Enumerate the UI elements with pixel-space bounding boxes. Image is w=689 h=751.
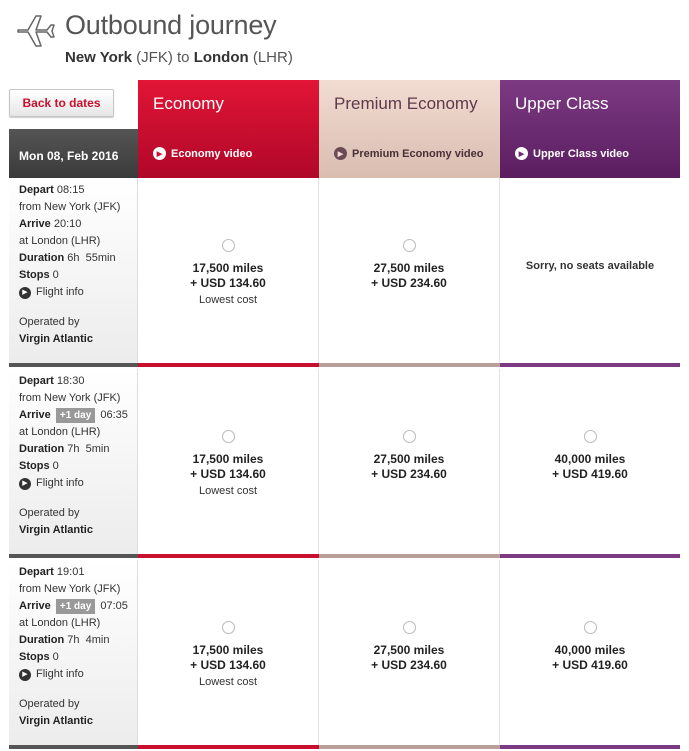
premium-economy-video-link[interactable] (334, 147, 483, 160)
stops-value: 0 (52, 269, 59, 281)
row-divider (9, 745, 138, 749)
economy-divider (138, 745, 319, 749)
page-header (0, 0, 689, 80)
fare-cell-upper-class[interactable] (500, 560, 680, 745)
fare-miles: 17,500 miles (192, 643, 264, 657)
cabin-name-economy: Economy (153, 94, 224, 113)
arrive-label: Arrive (19, 409, 51, 421)
origin-city: New York (65, 49, 132, 66)
play-icon: ▶ (334, 147, 347, 160)
route-subtitle (65, 49, 293, 66)
fare-miles: 27,500 miles (373, 261, 445, 275)
play-icon: ▶ (515, 147, 528, 160)
duration-value: 6h 55min (67, 252, 116, 264)
fare-radio[interactable] (403, 621, 416, 634)
fare-usd: + USD 134.60 (190, 467, 266, 481)
fare-cell-premium-economy[interactable] (319, 560, 500, 745)
flight-details (9, 178, 138, 363)
upper-class-video-label: Upper Class video (533, 147, 629, 160)
operated-by-label: Operated by (19, 507, 80, 519)
duration-label: Duration (19, 443, 65, 455)
fare-radio[interactable] (222, 430, 235, 443)
flight-row (9, 178, 680, 369)
operator-name: Virgin Atlantic (19, 524, 93, 536)
depart-label: Depart (19, 566, 54, 578)
chevron-right-icon: ▶ (19, 287, 31, 299)
fare-radio[interactable] (403, 239, 416, 252)
fare-cell-economy[interactable] (138, 560, 319, 745)
fare-miles: 40,000 miles (554, 452, 626, 466)
fare-usd: + USD 234.60 (371, 276, 447, 290)
duration-value: 7h 5min (67, 443, 110, 455)
economy-divider (138, 554, 319, 558)
depart-from: from New York (JFK) (19, 583, 121, 595)
fare-radio[interactable] (222, 621, 235, 634)
operator-name: Virgin Atlantic (19, 715, 93, 727)
premium-economy-video-label: Premium Economy video (352, 147, 484, 160)
fare-radio[interactable] (584, 621, 597, 634)
fare-miles: 17,500 miles (192, 261, 264, 275)
depart-label: Depart (19, 184, 54, 196)
flight-info-link[interactable] (19, 666, 137, 683)
depart-label: Depart (19, 375, 54, 387)
destination-city: London (193, 49, 249, 66)
flight-info-label: Flight info (36, 286, 84, 298)
flight-info-label: Flight info (36, 477, 84, 489)
arrive-time: 06:35 (100, 409, 128, 421)
fare-cell-economy[interactable] (138, 369, 319, 554)
upper-class-divider (500, 745, 680, 749)
stops-value: 0 (52, 460, 59, 472)
fare-usd: + USD 419.60 (552, 467, 628, 481)
arrive-at: at London (LHR) (19, 235, 101, 247)
flight-row (9, 560, 680, 751)
selected-date: Mon 08, Feb 2016 (9, 129, 138, 178)
stops-label: Stops (19, 269, 50, 281)
plus-one-day-badge: +1 day (56, 408, 95, 423)
arrive-label: Arrive (19, 218, 51, 230)
lowest-cost-label: Lowest cost (198, 485, 258, 497)
cabin-name-premium-economy: Premium Economy (334, 94, 478, 113)
fare-usd: + USD 134.60 (190, 276, 266, 290)
lowest-cost-label: Lowest cost (198, 676, 258, 688)
fare-radio[interactable] (584, 430, 597, 443)
cabin-header-economy (138, 80, 319, 178)
fare-radio[interactable] (403, 430, 416, 443)
flight-info-link[interactable] (19, 284, 137, 301)
upper-class-divider (500, 554, 680, 558)
arrive-time: 07:05 (100, 600, 128, 612)
depart-from: from New York (JFK) (19, 201, 121, 213)
page-title: Outbound journey (65, 10, 277, 40)
play-icon: ▶ (153, 147, 166, 160)
fare-cell-upper-class[interactable] (500, 369, 680, 554)
upper-class-video-link[interactable] (515, 147, 629, 160)
fare-miles: 27,500 miles (373, 452, 445, 466)
stops-label: Stops (19, 460, 50, 472)
row-divider (9, 554, 138, 558)
cabin-name-upper-class: Upper Class (515, 94, 609, 113)
origin-code: (JFK) (136, 49, 173, 66)
fare-miles: 17,500 miles (192, 452, 264, 466)
arrive-at: at London (LHR) (19, 426, 101, 438)
operated-by-label: Operated by (19, 698, 80, 710)
cabin-header-upper-class (500, 80, 680, 178)
fare-cell-premium-economy[interactable] (319, 369, 500, 554)
depart-time: 19:01 (56, 566, 85, 578)
back-to-dates-button[interactable]: Back to dates (9, 89, 114, 117)
fare-usd: + USD 234.60 (371, 467, 447, 481)
stops-value: 0 (52, 651, 59, 663)
flight-row (9, 369, 680, 560)
fare-miles: 27,500 miles (373, 643, 445, 657)
chevron-right-icon: ▶ (19, 669, 31, 681)
flight-details (9, 369, 138, 554)
arrive-at: at London (LHR) (19, 617, 101, 629)
cabin-header-premium-economy (319, 80, 500, 178)
flight-info-link[interactable] (19, 475, 137, 492)
flight-info-label: Flight info (36, 668, 84, 680)
economy-divider (138, 363, 319, 367)
operated-by-label: Operated by (19, 316, 80, 328)
premium-economy-divider (319, 363, 500, 367)
depart-time: 18:30 (56, 375, 85, 387)
upper-class-divider (500, 363, 680, 367)
depart-from: from New York (JFK) (19, 392, 121, 404)
arrive-label: Arrive (19, 600, 51, 612)
depart-time: 08:15 (56, 184, 85, 196)
airplane-icon (14, 10, 56, 48)
plus-one-day-badge: +1 day (56, 599, 95, 614)
to-word: to (177, 49, 190, 66)
lowest-cost-label: Lowest cost (198, 294, 258, 306)
premium-economy-divider (319, 554, 500, 558)
fare-usd: + USD 419.60 (552, 658, 628, 672)
flight-details (9, 560, 138, 745)
duration-label: Duration (19, 252, 65, 264)
fare-radio[interactable] (222, 239, 235, 252)
chevron-right-icon: ▶ (19, 478, 31, 490)
row-divider (9, 363, 138, 367)
fare-usd: + USD 234.60 (371, 658, 447, 672)
fare-miles: 40,000 miles (554, 643, 626, 657)
operator-name: Virgin Atlantic (19, 333, 93, 345)
fare-cell-economy[interactable] (138, 178, 319, 363)
fare-cell-premium-economy[interactable] (319, 178, 500, 363)
fare-usd: + USD 134.60 (190, 658, 266, 672)
economy-video-label: Economy video (171, 147, 253, 160)
premium-economy-divider (319, 745, 500, 749)
stops-label: Stops (19, 651, 50, 663)
fare-cell-upper-class (500, 178, 680, 363)
duration-label: Duration (19, 634, 65, 646)
arrive-time: 20:10 (53, 218, 82, 230)
duration-value: 7h 4min (67, 634, 110, 646)
destination-code: (LHR) (252, 49, 293, 66)
no-seats-message: Sorry, no seats available (525, 260, 655, 272)
economy-video-link[interactable] (153, 147, 252, 160)
